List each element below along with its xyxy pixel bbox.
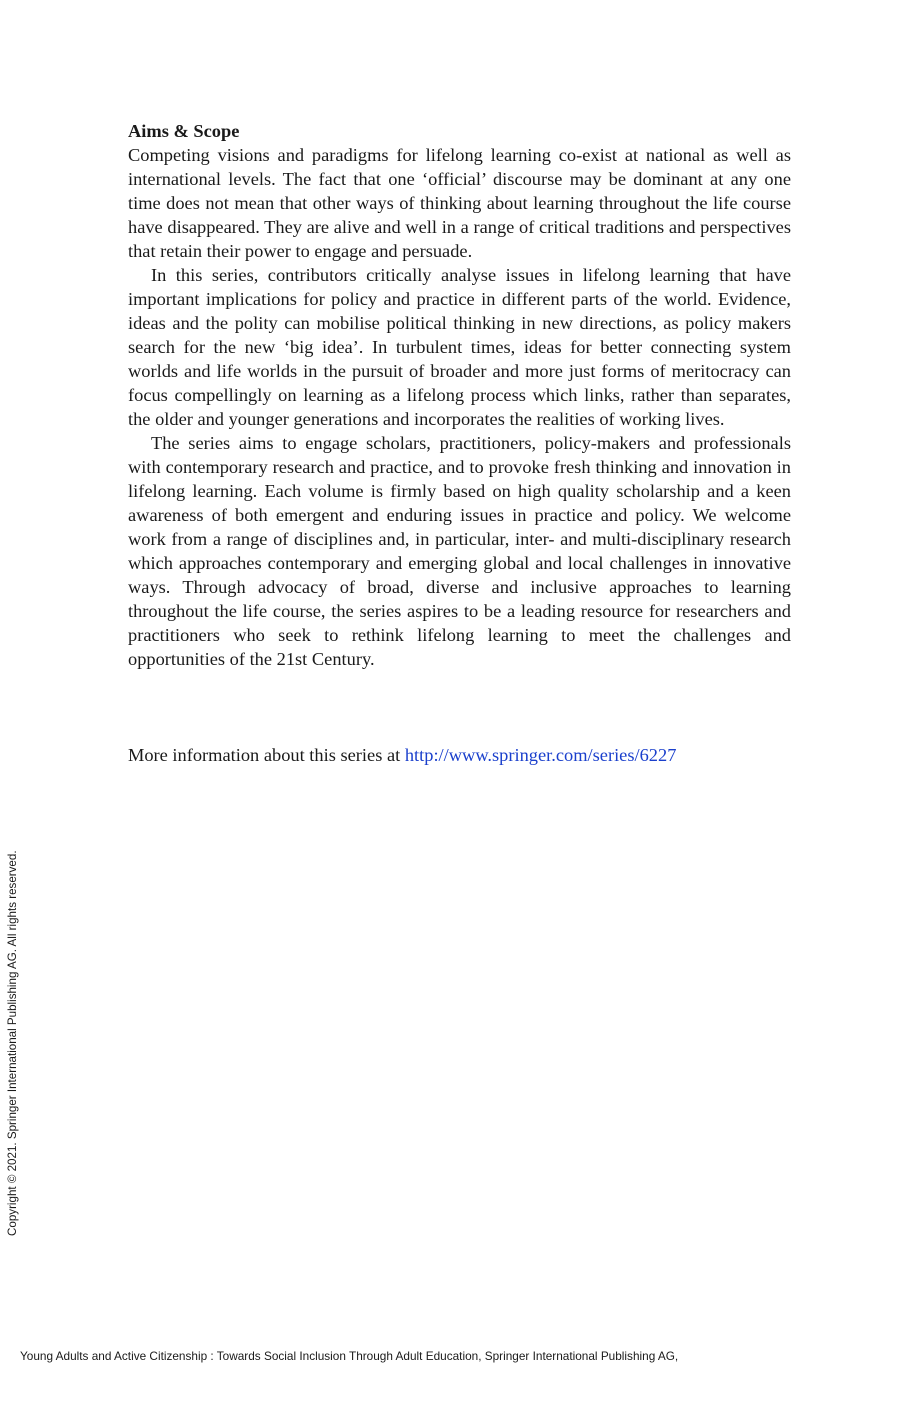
series-link[interactable]: http://www.springer.com/series/6227 xyxy=(404,745,677,765)
paragraph-2: In this series, contributors critically analyse issues in lifelong learning that have important implications for policy and practice in different parts of the world. Evidence, ideas and the polity can mobilise political thinking in new directions, as policy makers search for the new ‘big idea’. In turbulent times, ideas for better connecting system worlds and life worlds in the pursuit of broader and more just forms of meritocracy can focus compellingly on learning as a lifelong process which links, rather than separates, the older and younger generations and incorporates the realities of working lives. xyxy=(128,265,791,429)
aims-scope-section xyxy=(128,119,791,671)
section-heading: Aims & Scope xyxy=(128,121,240,141)
copyright-notice: Copyright © 2021. Springer International Publishing AG. All rights reserved. xyxy=(6,850,19,1236)
more-info-line xyxy=(128,743,828,767)
more-info-text: More information about this series at xyxy=(128,745,405,765)
paragraph-3: The series aims to engage scholars, practitioners, policy-makers and professionals with contemporary research and practice, and to provoke fresh thinking and innovation in lifelong learning. Each volume is firmly based on high quality scholarship and a keen awareness of both emergent and enduring issues in practice and policy. We welcome work from a range of disciplines and, in particular, inter- and multi-disciplinary research which approaches contemporary and emerging global and local challenges in innovative ways. Through advocacy of broad, diverse and inclusive approaches to learning throughout the life course, the series aspires to be a leading resource for researchers and practitioners who seek to rethink lifelong learning to meet the challenges and opportunities of the 21st Century. xyxy=(128,433,791,669)
paragraph-1: Competing visions and paradigms for lifelong learning co-exist at national as well as international levels. The fact that one ‘official’ discourse may be dominant at any one time does not mean that other ways of thinking about learning throughout the life course have disappeared. They are alive and well in a range of critical traditions and perspectives that retain their power to engage and persuade. xyxy=(128,145,791,261)
footer-citation: Young Adults and Active Citizenship : Towards Social Inclusion Through Adult Education, Springer International Publishing AG, xyxy=(20,1349,679,1363)
